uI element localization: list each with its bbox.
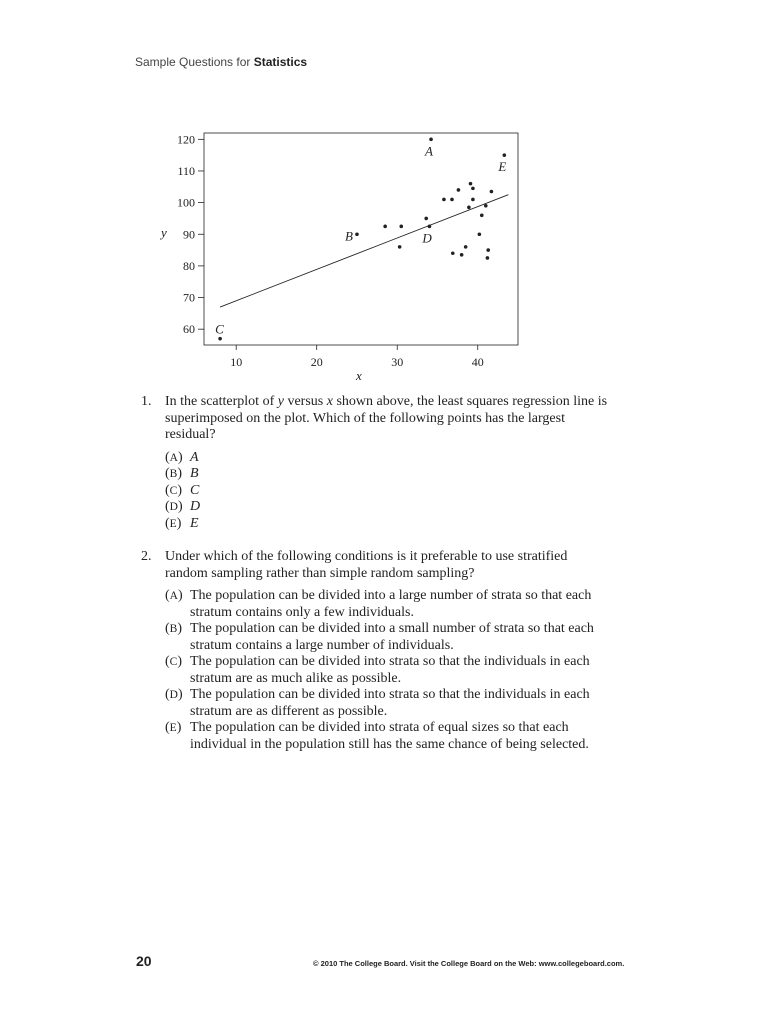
data-point [486,256,490,260]
data-point [460,253,464,257]
data-point [450,198,454,202]
stem-var-y: y [277,394,284,409]
answer-options [165,450,611,533]
x-tick-label: 40 [471,355,484,369]
stem-text: versus [283,394,327,409]
data-point [398,245,402,249]
x-tick-label: 30 [391,355,404,369]
data-point [469,182,473,186]
option-letter: ( D ) [165,499,183,516]
stem-text: shown above, the least squares regression line is superimposed on the plot. Which of the following points has the largest residual? [165,394,608,442]
question-1 [141,394,611,532]
option-letter: ( C ) [165,654,182,671]
answer-option-d [165,499,611,516]
data-point [471,187,475,191]
option-text: B [190,466,199,481]
option-text: The population can be divided into strata of equal sizes so that each individual in the population still has the same chance of being selected. [190,720,589,752]
question-stem [165,394,611,444]
option-text: The population can be divided into strata so that the individuals in each stratum are as much alike as possible. [190,654,590,686]
answer-option-b [165,621,611,654]
y-tick-label: 60 [183,322,195,337]
answer-option-a [165,588,611,621]
option-text: D [190,499,201,514]
data-point [484,204,488,208]
point-label: B [344,228,353,244]
data-point [218,337,222,341]
answer-option-d [165,687,611,720]
answer-option-a [165,450,611,467]
y-tick-label: 110 [177,163,195,178]
header-subject: Statistics [253,55,308,69]
data-point [429,138,433,142]
x-tick-label: 20 [310,355,323,369]
option-text: The population can be divided into strata so that the individuals in each stratum are as different as possible. [190,687,590,719]
y-tick-label: 90 [183,227,195,242]
option-text: The population can be divided into a large number of strata so that each stratum contains only a few individuals. [190,588,592,620]
data-point [424,217,428,221]
option-letter: ( B ) [165,466,182,483]
x-axis-label: x [356,368,362,383]
data-point [442,198,446,202]
data-point [478,232,482,236]
option-letter: ( E ) [165,516,181,533]
data-point [467,206,471,210]
scatterplot [150,128,540,383]
y-tick-label: 120 [177,132,195,147]
question-stem: Under which of the following conditions is it preferable to use stratified random sampling rather than simple random sampling? [165,549,568,581]
page-number: 20 [136,953,152,969]
data-point [503,153,507,157]
point-label: E [498,159,507,175]
question-2 [141,549,611,753]
answer-option-b [165,466,611,483]
option-letter: ( A ) [165,450,183,467]
data-point [480,213,484,217]
y-tick-label: 70 [183,290,195,305]
data-point [383,225,387,229]
data-point [471,198,475,202]
point-label: A [425,143,433,159]
option-letter: ( E ) [165,720,181,737]
header-prefix: Sample Questions for [135,55,251,69]
option-text: E [190,515,199,531]
y-axis-label: y [161,225,167,240]
data-point [464,245,468,249]
data-point [399,225,403,229]
question-number: 2. [141,549,152,564]
answer-options [165,588,611,753]
option-letter: ( A ) [165,588,183,605]
question-number: 1. [141,394,152,409]
option-text: C [190,482,200,498]
x-tick-label: 10 [230,355,243,369]
y-tick-label: 100 [177,195,195,210]
option-letter: ( B ) [165,621,182,638]
data-point [355,232,359,236]
stem-text: In the scatterplot of [165,394,278,409]
y-tick-label: 80 [183,258,195,273]
stem-var-x: x [326,394,333,409]
data-point [428,225,432,229]
regression-line [220,195,508,307]
copyright-notice: © 2010 The College Board. Visit the College Board on the Web: www.collegeboard.com. [313,959,625,968]
answer-option-e [165,516,611,533]
answer-option-e [165,720,611,753]
data-point [486,248,490,252]
data-point [490,190,494,194]
data-point [457,188,461,192]
point-label: D [422,230,432,246]
plot-frame [204,133,518,345]
data-point [451,251,455,255]
page-header [135,55,307,69]
option-letter: ( C ) [165,483,182,500]
answer-option-c [165,654,611,687]
option-letter: ( D ) [165,687,183,704]
option-text: The population can be divided into a small number of strata so that each stratum contains a large number of individuals. [190,621,594,653]
option-text: A [190,449,199,465]
answer-option-c [165,483,611,500]
point-label: C [215,321,224,337]
